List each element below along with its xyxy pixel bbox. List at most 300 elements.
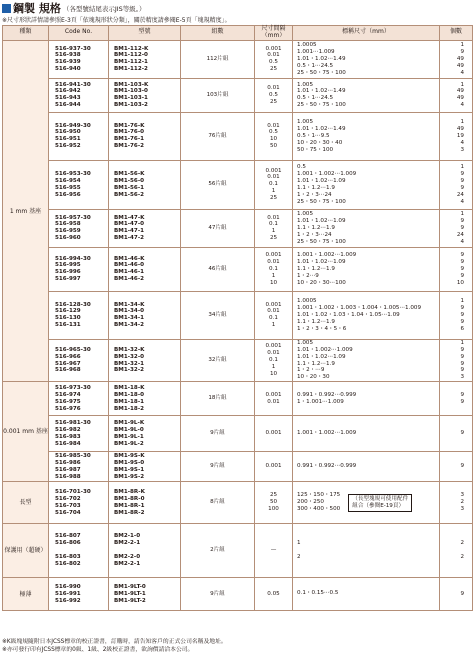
code-number-cell-line: 516-996: [55, 269, 81, 276]
piece-count-cell: [440, 247, 473, 291]
nominal-size-cell: [293, 524, 440, 578]
code-number-cell: [49, 209, 109, 247]
nominal-size-line: 1.001・1.002・1.003・1.004・1.005⋯1.009: [297, 304, 422, 311]
set-count-cell: 9片組: [181, 416, 255, 452]
step-cell-line: 10: [269, 136, 278, 143]
code-number-cell-line: 516-960: [55, 235, 81, 242]
model-cell-line: BM1-112-K: [114, 45, 149, 52]
step-cell-line: 0.5: [269, 129, 278, 136]
nominal-size-list: [297, 82, 346, 110]
piece-count-cell: [440, 452, 473, 482]
code-number-cell-line: 516-944: [55, 102, 81, 109]
model-cell-line: BM1-32-0: [114, 353, 145, 360]
model-cell-line: BM1-8R-0: [114, 495, 145, 502]
code-number-cell-line: 516-974: [55, 391, 81, 398]
code-number-cell-line: 516-956: [55, 191, 81, 198]
code-number-cell-line: 516-975: [55, 398, 81, 405]
gauge-block-spec-table: [2, 25, 473, 611]
model-cell-line: BM1-9S-1: [114, 466, 145, 473]
step-cell-line: 0.5: [269, 91, 278, 98]
code-number-cell: [49, 452, 109, 482]
col-header-sets: 組數: [181, 26, 255, 41]
step-cell-line: 25: [269, 195, 278, 202]
code-number-cell-line: 516-950: [55, 129, 81, 136]
piece-count-cell-line: 1: [460, 211, 464, 218]
model-cell-line: BM1-8R-1: [114, 502, 145, 509]
piece-count-cell-line: 1: [460, 81, 464, 88]
code-number-cell: [49, 291, 109, 339]
model-cell-line: BM1-47-K: [114, 214, 145, 221]
nominal-size-list: [297, 211, 346, 246]
set-count-cell: 2片組: [181, 524, 255, 578]
nominal-size-cell: [293, 247, 440, 291]
piece-count-cell-line: 49: [456, 95, 464, 102]
piece-count-cell-line: 9: [460, 224, 464, 231]
set-count-cell: 47片組: [181, 209, 255, 247]
model-cell-line: BM1-47-1: [114, 228, 145, 235]
model-cell: [109, 416, 181, 452]
base-protect-label: 保護用（超硬）: [3, 524, 49, 578]
set-count-cell: 112片組: [181, 40, 255, 78]
nominal-size-list: [297, 119, 346, 154]
base-0001-label: 0.001 mm 基座: [3, 382, 49, 482]
model-cell-line: BM1-9L-1: [114, 433, 144, 440]
piece-count-cell-line: 9: [460, 265, 464, 272]
model-cell: [109, 78, 181, 112]
model-cell: [109, 247, 181, 291]
code-number-cell-line: 516-991: [55, 590, 81, 597]
set-count-cell: 8片組: [181, 482, 255, 524]
piece-count-cell-line: 9: [460, 398, 464, 405]
step-cell-line: 1: [271, 188, 276, 195]
nominal-size-list: [297, 392, 356, 406]
model-cell-line: BM1-32-2: [114, 367, 145, 374]
step-cell-line: 0.001: [265, 301, 282, 308]
step-cell: [255, 112, 293, 160]
piece-count-cell: [440, 382, 473, 416]
nominal-size-list: [297, 430, 356, 437]
step-cell-line: 0.1: [269, 221, 278, 228]
model-cell-line: BM1-46-1: [114, 269, 145, 276]
model-cell-line: BM1-47-2: [114, 235, 145, 242]
code-number-cell-line: 516-939: [55, 59, 81, 66]
piece-count-cell-line: 9: [460, 48, 464, 55]
code-number-cell-line: 516-702: [55, 495, 81, 502]
step-cell-line: 1: [271, 322, 276, 329]
model-cell-line: BM1-46-0: [114, 262, 145, 269]
step-cell-line: 0.001: [265, 167, 282, 174]
code-number-cell-line: 516-941-30: [55, 81, 91, 88]
model-cell-line: BM1-9S-K: [114, 452, 145, 459]
code-number-cell-line: 516-942: [55, 88, 81, 95]
piece-count-cell-line: 4: [460, 238, 464, 245]
piece-count-cell-line: 1: [460, 339, 464, 346]
code-number-cell-line: 516-130: [55, 315, 81, 322]
code-number-cell-line: 516-938: [55, 52, 81, 59]
model-cell-line: BM1-112-1: [114, 59, 148, 66]
col-header-step: 尺寸間隔（mm）: [255, 26, 293, 41]
model-cell: [109, 40, 181, 78]
model-cell-line: BM1-18-2: [114, 405, 145, 412]
nominal-size-list: [297, 463, 356, 470]
model-cell: [109, 291, 181, 339]
page-subtitle: （各型號結尾表示JIS等級。）: [62, 4, 146, 13]
nominal-size-line: 2: [297, 554, 301, 561]
model-cell-line: BM1-47-0: [114, 221, 145, 228]
piece-count-cell-line: 3: [460, 492, 464, 499]
model-cell-line: BM1-46-2: [114, 276, 145, 283]
nominal-size-cell: [293, 482, 440, 524]
code-number-cell-line: 516-943: [55, 95, 81, 102]
table-row: [3, 247, 473, 291]
piece-count-cell-line: 1: [460, 42, 464, 49]
model-cell-line: BM1-56-0: [114, 177, 145, 184]
piece-count-cell: [440, 78, 473, 112]
step-cell-line: 100: [268, 506, 279, 513]
nominal-size-line: 25・50・75・100: [297, 238, 346, 245]
nominal-size-line: 1: [297, 540, 301, 547]
step-cell: [255, 209, 293, 247]
code-number-cell-line: 516-131: [55, 322, 81, 329]
nominal-size-list: [297, 164, 356, 205]
piece-count-cell-line: 9: [460, 590, 464, 597]
nominal-size-line: 1.1・1.2⋯1.9: [297, 318, 335, 325]
nominal-size-line: 1.01・1.02⋯1.49: [297, 55, 346, 62]
step-cell-line: 25: [269, 492, 278, 499]
nominal-size-line: 0.5・1⋯24.5: [297, 62, 334, 69]
code-number-cell-line: 516-987: [55, 466, 81, 473]
code-number-cell-line: 516-806: [55, 540, 81, 547]
nominal-size-list: [297, 340, 353, 381]
step-cell-line: 0.01: [267, 84, 280, 91]
code-number-cell-line: 516-701-30: [55, 488, 91, 495]
model-cell-line: BM2-2-0: [114, 554, 141, 561]
piece-count-cell-line: 4: [460, 139, 464, 146]
code-number-cell: [49, 416, 109, 452]
set-count-cell: 9片組: [181, 452, 255, 482]
model-cell-line: [114, 547, 180, 554]
nominal-size-line: 1.001・1.002⋯1.009: [297, 171, 357, 177]
piece-count-cell-line: 9: [460, 391, 464, 398]
code-number-cell-line: 516-985-30: [55, 452, 91, 459]
nominal-size-line: 1.1・1.2⋯1.9: [297, 184, 335, 191]
nominal-size-list: [297, 42, 346, 77]
nominal-size-line: 10・20・30⋯100: [297, 279, 346, 286]
model-cell-line: BM1-9L-2: [114, 440, 144, 447]
code-number-cell-line: 516-129: [55, 308, 81, 315]
model-cell-line: BM1-56-K: [114, 171, 145, 177]
nominal-size-line: 0.1・0.15⋯0.5: [297, 590, 339, 597]
piece-count-cell-line: 9: [460, 360, 464, 367]
code-number-cell-line: 516-940: [55, 66, 81, 73]
piece-count-cell-line: 49: [456, 55, 464, 62]
piece-count-cell-line: 3: [460, 506, 464, 513]
base-1mm-label: 1 mm 基座: [3, 40, 49, 381]
code-number-cell-line: 516-937-30: [55, 45, 91, 52]
step-cell: [255, 482, 293, 524]
piece-count-cell-line: 9: [460, 463, 464, 470]
step-cell-line: 50: [269, 499, 278, 506]
model-cell-line: BM1-32-K: [114, 346, 145, 353]
nominal-size-list: [297, 492, 340, 513]
step-cell-line: 0.1: [269, 357, 278, 364]
footer-notes: [2, 638, 227, 654]
piece-count-cell-line: 1: [460, 119, 464, 126]
code-number-cell-line: 516-955: [55, 184, 81, 191]
piece-count-cell-line: 2: [460, 554, 464, 561]
set-count-cell: 46片組: [181, 247, 255, 291]
nominal-size-cell: [293, 339, 440, 381]
piece-count-cell: [440, 482, 473, 524]
code-number-cell-line: 516-953-30: [55, 171, 91, 177]
code-number-cell-line: 516-992: [55, 597, 81, 604]
piece-count-cell: [440, 160, 473, 209]
table-row: [3, 339, 473, 381]
step-cell-line: 0.01: [267, 122, 280, 129]
piece-count-cell-line: 9: [460, 171, 464, 177]
nominal-size-cell: [293, 416, 440, 452]
code-number-cell-line: 516-957-30: [55, 214, 91, 221]
code-number-cell-line: 516-704: [55, 509, 81, 516]
step-cell: [255, 78, 293, 112]
code-number-cell-line: 516-995: [55, 262, 81, 269]
long-block-accessory-note: [348, 494, 412, 512]
model-cell: [109, 339, 181, 381]
piece-count-cell-line: 19: [456, 132, 464, 139]
code-number-cell-line: 516-986: [55, 459, 81, 466]
piece-count-cell: [440, 209, 473, 247]
table-row: [3, 78, 473, 112]
step-cell-line: 10: [269, 279, 278, 286]
title-bullet-icon: [2, 4, 11, 13]
model-cell-line: BM1-103-K: [114, 81, 149, 88]
code-number-cell: [49, 40, 109, 78]
piece-count-cell-line: 4: [460, 198, 464, 205]
code-number-cell-line: 516-703: [55, 502, 81, 509]
nominal-size-line: 1.001・1.002⋯1.009: [297, 429, 357, 436]
table-header-row: [3, 26, 473, 41]
step-cell-line: 1: [271, 272, 276, 279]
step-cell-line: 25: [269, 235, 278, 242]
model-cell-line: BM1-112-2: [114, 66, 148, 73]
nominal-size-line: 1.1・1.2⋯1.9: [297, 265, 335, 272]
step-cell: [255, 160, 293, 209]
page-title: 鋼製 規格: [13, 2, 61, 15]
model-cell-line: BM1-18-1: [114, 398, 145, 405]
nominal-size-list: [297, 540, 301, 561]
nominal-size-list: [297, 252, 356, 287]
nominal-size-cell: [293, 209, 440, 247]
step-cell: [255, 452, 293, 482]
piece-count-cell-line: 9: [460, 304, 464, 311]
nominal-size-line: 1.0005: [297, 298, 317, 305]
code-number-cell-line: 516-994-30: [55, 255, 91, 262]
code-number-cell: [49, 482, 109, 524]
code-number-cell-line: 516-984: [55, 440, 81, 447]
step-cell-line: 1: [271, 363, 276, 370]
code-number-cell: [49, 578, 109, 611]
table-row: [3, 291, 473, 339]
nominal-size-line: 1.001⋯1.009: [297, 48, 335, 55]
step-cell: [255, 578, 293, 611]
step-cell-line: 0.01: [267, 308, 280, 315]
piece-count-cell-line: 9: [460, 430, 464, 437]
code-number-cell-line: 516-982: [55, 426, 81, 433]
base-thin-label: 極薄: [3, 578, 49, 611]
step-cell: [255, 416, 293, 452]
step-cell-line: 0.001: [265, 430, 282, 437]
model-cell-line: BM1-103-1: [114, 95, 148, 102]
model-cell-line: BM1-76-2: [114, 143, 145, 150]
code-number-cell: [49, 339, 109, 381]
step-cell: [255, 247, 293, 291]
model-cell-line: BM1-9L-K: [114, 419, 145, 426]
model-cell: [109, 112, 181, 160]
nominal-size-line: 200・250: [297, 499, 324, 506]
set-count-cell: 56片組: [181, 160, 255, 209]
nominal-size-line: 1.001・1.002⋯1.009: [297, 252, 357, 259]
col-header-count: 個數: [440, 26, 473, 41]
model-cell-line: BM1-56-2: [114, 191, 145, 198]
step-cell-line: 0.01: [267, 258, 280, 265]
nominal-size-line: 1.005: [297, 211, 314, 218]
step-cell-line: 50: [269, 143, 278, 150]
nominal-size-line: 1.01・1.02⋯1.09: [297, 217, 346, 224]
code-number-cell: [49, 247, 109, 291]
code-number-cell-line: 516-128-30: [55, 301, 91, 308]
piece-count-cell-line: 9: [460, 252, 464, 259]
piece-count-cell: [440, 291, 473, 339]
code-number-cell-line: 516-988: [55, 473, 81, 480]
nominal-size-line: 1・1.001⋯1.009: [297, 398, 344, 405]
nominal-size-cell: [293, 40, 440, 78]
piece-count-cell: [440, 112, 473, 160]
step-cell-line: 25: [269, 98, 278, 105]
piece-count-cell-line: 24: [456, 231, 464, 238]
nominal-size-line: 10・20・30: [297, 374, 330, 381]
code-number-cell-line: 516-983: [55, 433, 81, 440]
code-number-cell: [49, 382, 109, 416]
model-cell-line: BM1-34-K: [114, 301, 145, 308]
step-cell-line: 0.001: [265, 343, 282, 350]
model-cell-line: BM1-76-0: [114, 129, 145, 136]
code-number-cell-line: 516-949-30: [55, 122, 91, 129]
model-cell-line: BM1-9LT-1: [114, 590, 146, 597]
piece-count-cell-line: 3: [460, 146, 464, 153]
code-number-cell-line: 516-958: [55, 221, 81, 228]
code-number-cell-line: 516-965-30: [55, 346, 91, 353]
piece-count-cell: [440, 339, 473, 381]
model-cell-line: BM2-2-1: [114, 540, 141, 547]
nominal-size-line: 25・50・75・100: [297, 69, 346, 76]
piece-count-cell-line: 9: [460, 177, 464, 184]
model-cell-line: BM1-8R-K: [114, 488, 145, 495]
code-number-cell-line: 516-951: [55, 136, 81, 143]
piece-count-cell-line: [440, 547, 464, 554]
piece-count-cell-line: 49: [456, 88, 464, 95]
set-count-cell: 32片組: [181, 339, 255, 381]
piece-count-cell-line: 3: [460, 374, 464, 381]
piece-count-cell-line: 24: [456, 191, 464, 198]
nominal-size-line: 0.5: [297, 164, 306, 171]
table-row: [3, 416, 473, 452]
section-title: [2, 1, 146, 15]
step-cell-line: 0.01: [267, 52, 280, 59]
step-cell: [255, 339, 293, 381]
piece-count-cell-line: 9: [460, 318, 464, 325]
set-count-cell: 103片組: [181, 78, 255, 112]
step-cell-line: 0.01: [267, 350, 280, 357]
piece-count-cell: [440, 524, 473, 578]
piece-count-cell: [440, 578, 473, 611]
nominal-size-line: 1.01・1.02⋯1.09: [297, 177, 346, 184]
model-cell: [109, 209, 181, 247]
step-cell-line: 0.001: [265, 463, 282, 470]
model-cell: [109, 382, 181, 416]
code-number-cell-line: 516-973-30: [55, 384, 91, 391]
piece-count-cell-line: 1: [460, 164, 464, 171]
code-number-cell-line: 516-959: [55, 228, 81, 235]
nominal-size-line: 1.01・1.02⋯1.09: [297, 353, 346, 360]
nominal-size-line: 25・50・75・100: [297, 198, 346, 205]
set-count-cell: 76片組: [181, 112, 255, 160]
code-number-cell-line: 516-952: [55, 143, 81, 150]
nominal-size-line: 1.005: [297, 81, 314, 88]
piece-count-cell-line: 2: [460, 499, 464, 506]
piece-count-cell-line: 9: [460, 258, 464, 265]
nominal-size-list: [297, 298, 421, 333]
step-cell-line: 0.1: [269, 181, 278, 188]
nominal-size-line: 1.01・1.02⋯1.09: [297, 258, 346, 265]
model-cell: [109, 482, 181, 524]
step-cell-line: 0.01: [267, 174, 280, 181]
step-cell-line: 0.01: [267, 214, 280, 221]
step-cell-line: 0.001: [265, 252, 282, 259]
piece-count-cell-line: 9: [460, 346, 464, 353]
nominal-size-line: 1.005: [297, 119, 314, 126]
step-cell: [255, 291, 293, 339]
nominal-size-line: 1.01・1.002⋯1.009: [297, 346, 353, 353]
nominal-size-line: 1.0005: [297, 42, 317, 49]
nominal-size-cell: [293, 291, 440, 339]
nominal-size-cell: [293, 578, 440, 611]
model-cell-line: BM1-18-0: [114, 391, 145, 398]
piece-count-cell: [440, 40, 473, 78]
accessory-note-line: （長型塊規可使用配件: [352, 495, 409, 502]
piece-count-cell-line: 9: [460, 367, 464, 374]
model-cell-line: BM1-9L-0: [114, 426, 144, 433]
nominal-size-line: 1・2・3・4・5・6: [297, 325, 347, 332]
piece-count-cell-line: 4: [460, 69, 464, 76]
code-number-cell-line: 516-981-30: [55, 419, 91, 426]
nominal-size-line: 1.01・1.02・1.03・1.04・1.05⋯1.09: [297, 311, 400, 318]
code-number-cell: [49, 160, 109, 209]
nominal-size-line: 0.5・1⋯9.5: [297, 132, 330, 139]
code-number-cell-line: [55, 547, 108, 554]
table-row: [3, 482, 473, 524]
nominal-size-cell: [293, 160, 440, 209]
nominal-size-list: [297, 590, 338, 597]
table-row: [3, 209, 473, 247]
piece-count-cell-line: 49: [456, 62, 464, 69]
table-row: [3, 160, 473, 209]
step-cell-line: 0.01: [267, 398, 280, 405]
nominal-size-line: 0.5・1⋯24.5: [297, 95, 334, 102]
model-cell-line: BM1-32-1: [114, 360, 145, 367]
step-cell-line: 0.001: [265, 391, 282, 398]
nominal-size-line: 1.01・1.02⋯1.49: [297, 125, 346, 132]
nominal-size-line: 125・150・175: [297, 492, 341, 499]
